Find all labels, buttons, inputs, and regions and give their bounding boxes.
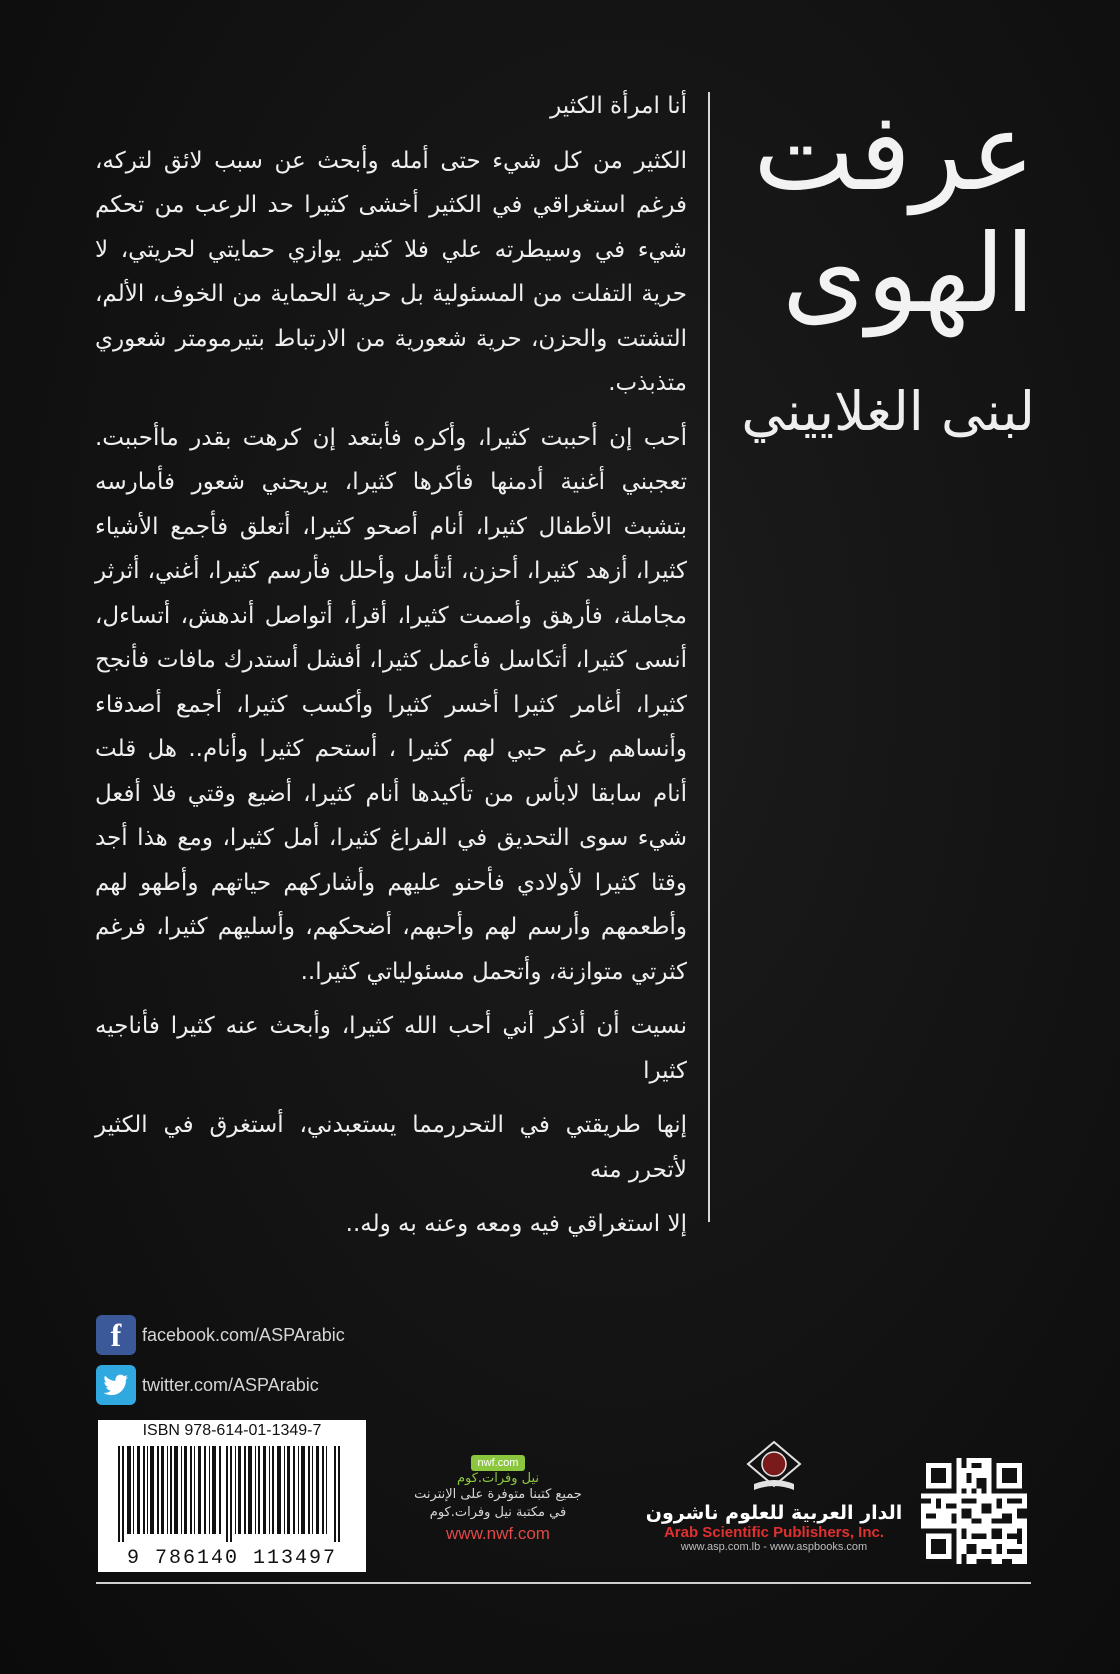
blurb-paragraph: إنها طريقتي في التحررمما يستعبدني، أستغرق في الكثير لأتحرر منه	[95, 1112, 687, 1183]
nwf-name: نيل وفرات.كوم	[456, 1471, 540, 1486]
facebook-link[interactable]	[96, 1313, 345, 1357]
vertical-divider	[708, 92, 710, 1222]
isbn-label: ISBN 978-614-01-1349-7	[142, 1422, 322, 1439]
publisher-english-name: Arab Scientific Publishers, Inc.	[663, 1524, 885, 1541]
book-title-line-2: الهوى	[781, 212, 1035, 337]
nwf-url[interactable]: www.nwf.com	[446, 1524, 550, 1543]
blurb-paragraph: أنا امرأة الكثير	[550, 93, 687, 119]
publisher-block	[640, 1440, 908, 1553]
isbn-barcode	[98, 1420, 366, 1572]
nwf-logo	[388, 1455, 608, 1471]
barcode-digits: 9 786140 113497	[126, 1547, 338, 1570]
nwf-ad	[388, 1455, 608, 1544]
blurb-paragraph: الكثير من كل شيء حتى أمله وأبحث عن سبب لائق لتركه، فرغم استغراقي في الكثير أخشى كثيرا حد الرعب من تحكم شيء في وسيطرته علي فلا كثير يوازي حمايتي لحريتي، لا حرية التفلت من المسئولية بل حرية الحماية من الخوف، الألم، التشتت والحزن، حرية شعورية من الارتباط بتيرمومتر شعوري متذبذب.	[95, 147, 687, 396]
author-name: لبنى الغلاييني	[741, 380, 1035, 443]
facebook-icon: f	[96, 1315, 136, 1355]
facebook-url: facebook.com/ASPArabic	[142, 1324, 345, 1345]
publisher-emblem-icon	[744, 1440, 804, 1494]
social-links	[96, 1313, 345, 1413]
nwf-line-2: في مكتبة نيل وفرات.كوم	[429, 1505, 567, 1520]
nwf-tag: nwf.com	[471, 1455, 526, 1471]
book-title-line-1: عرفت	[753, 90, 1035, 215]
publisher-websites[interactable]: www.asp.com.lb - www.aspbooks.com	[680, 1541, 868, 1553]
blurb-paragraph: إلا استغراقي فيه ومعه وعنه به وله..	[345, 1211, 687, 1237]
title-block	[735, 92, 1035, 444]
qr-code-icon	[921, 1458, 1027, 1564]
blurb-paragraph: أحب إن أحببت كثيرا، وأكره فأبتعد إن كرهت بقدر ماأحببت. تعجبني أغنية أدمنها فأكرها كثيرا، يريحني شعور فأمارسه بتشبث الأطفال كثيرا، أنام أصحو كثيرا، أتعلق فأجمع الأشياء كثيرا، أزهد كثيرا، أحزن، أتأمل وأحلل فأرسم كثيرا، أغني، أثرثر مجاملة، فأرهق وأصمت كثيرا، أقرأ، أتواصل أندهش، أتساءل، أنسى كثيرا، أتكاسل فأعمل كثيرا، أفشل أستدرك مافات فأنجح كثيرا، أغامر كثيرا أخسر كثيرا وأكسب كثيرا، أجمع أصدقاء وأنساهم رغم حبي لهم كثيرا ، أستحم كثيرا وأنام.. هل قلت أنام سابقا لابأس من تأكيدها أنام كثيرا، أضيع وقتي فلا أفعل شيء سوى التحديق في الفراغ كثيرا، أمل كثيرا، ومع هذا أجد وقتا كثيرا لأولادي فأحنو عليهم وأشاركهم حياتهم وأطهو لهم وأطعمهم وأرسم لهم وأحبهم، أضحكهم، وأسليهم كثيرا، فرغم كثرتي متوازنة، وأتحمل مسئولياتي كثيرا..	[95, 424, 687, 985]
bottom-rule	[96, 1582, 1031, 1584]
barcode-icon	[112, 1446, 352, 1542]
publisher-arabic-name: الدار العربية للعلوم ناشرون	[645, 1502, 903, 1524]
blurb-paragraph: نسيت أن أذكر أني أحب الله كثيرا، وأبحث عنه كثيرا فأناجيه كثيرا	[95, 1013, 687, 1084]
twitter-link[interactable]	[96, 1363, 345, 1407]
twitter-url: twitter.com/ASPArabic	[142, 1374, 319, 1395]
twitter-bird-icon	[96, 1365, 136, 1405]
nwf-line-1: جميع كتبنا متوفرة على الإنترنت	[414, 1487, 582, 1502]
blurb-text	[95, 84, 687, 1247]
